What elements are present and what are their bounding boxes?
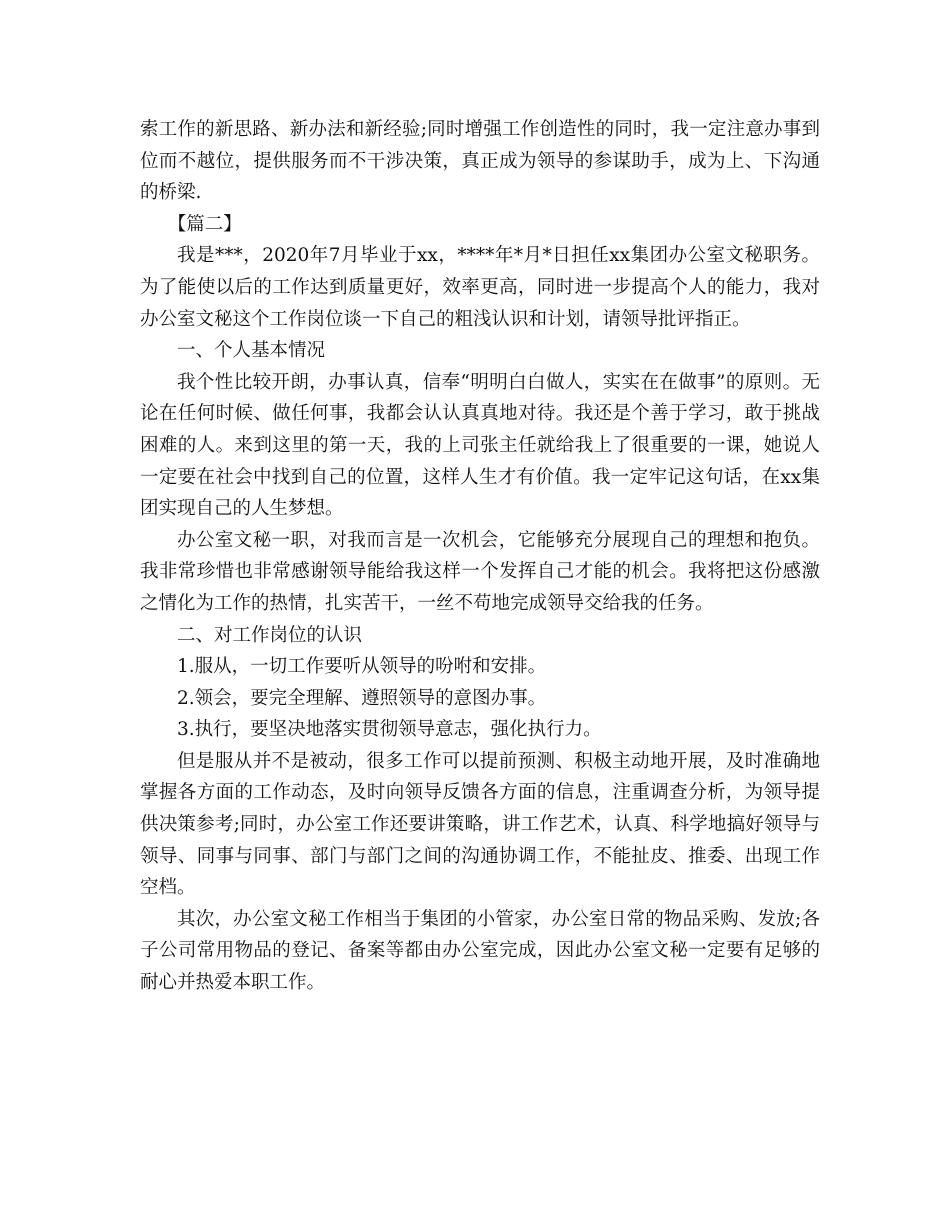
list-item-obey: 1.服从，一切工作要听从领导的吩咐和安排。 xyxy=(177,656,547,678)
paragraph-intro: 我是***，2020年7月毕业于xx，****年*月*日担任xx集团办公室文秘职务。为了能使以后的工作达到质量更好，效率更高，同时进一步提高个人的能力，我对办公室文秘这个工作岗位谈一下自己的粗浅认识和计划，请领导批评指正。 xyxy=(140,245,820,330)
paragraph-proactive: 但是服从并不是被动，很多工作可以提前预测、积极主动地开展，及时准确地掌握各方面的工作动态，及时向领导反馈各方面的信息，注重调查分析，为领导提供决策参考;同时，办公室工作还要讲策略，讲工作艺术，认真、科学地搞好领导与领导、同事与同事、部门与部门之间的沟通协调工作，不能扯皮、推委、出现工作空档。 xyxy=(140,750,820,899)
paragraph-opportunity: 办公室文秘一职，对我而言是一次机会，它能够充分展现自己的理想和抱负。我非常珍惜也非常感谢领导能给我这样一个发挥自己才能的机会。我将把这份感激之情化为工作的热情，扎实苦干，一丝不苟地完成领导交给我的任务。 xyxy=(140,529,820,614)
list-item-understand: 2.领会，要完全理解、遵照领导的意图办事。 xyxy=(177,687,547,709)
paragraph-continuation: 索工作的新思路、新办法和新经验;同时增强工作创造性的同时，我一定注意办事到位而不越位，提供服务而不干涉决策，真正成为领导的参谋助手，成为上、下沟通的桥梁. xyxy=(140,119,820,204)
heading-personal-info: 一、个人基本情况 xyxy=(177,340,326,362)
paragraph-personality: 我个性比较开朗，办事认真，信奉“明明白白做人，实实在在做事”的原则。无论在任何时候、做任何事，我都会认认真真地对待。我还是个善于学习，敢于挑战困难的人。来到这里的第一天，我的上司张主任就给我上了很重要的一课，她说人一定要在社会中找到自己的位置，这样人生才有价值。我一定牢记这句话，在xx集团实现自己的人生梦想。 xyxy=(140,371,820,520)
section-title-part-two: 【篇二】 xyxy=(167,213,242,235)
document-body xyxy=(140,114,820,999)
heading-job-understanding: 二、对工作岗位的认识 xyxy=(177,624,363,646)
paragraph-housekeeper: 其次，办公室文秘工作相当于集团的小管家，办公室日常的物品采购、发放;各子公司常用物品的登记、备案等都由办公室完成，因此办公室文秘一定要有足够的耐心并热爱本职工作。 xyxy=(140,908,820,994)
list-item-execute: 3.执行，要坚决地落实贯彻领导意志，强化执行力。 xyxy=(177,719,602,741)
